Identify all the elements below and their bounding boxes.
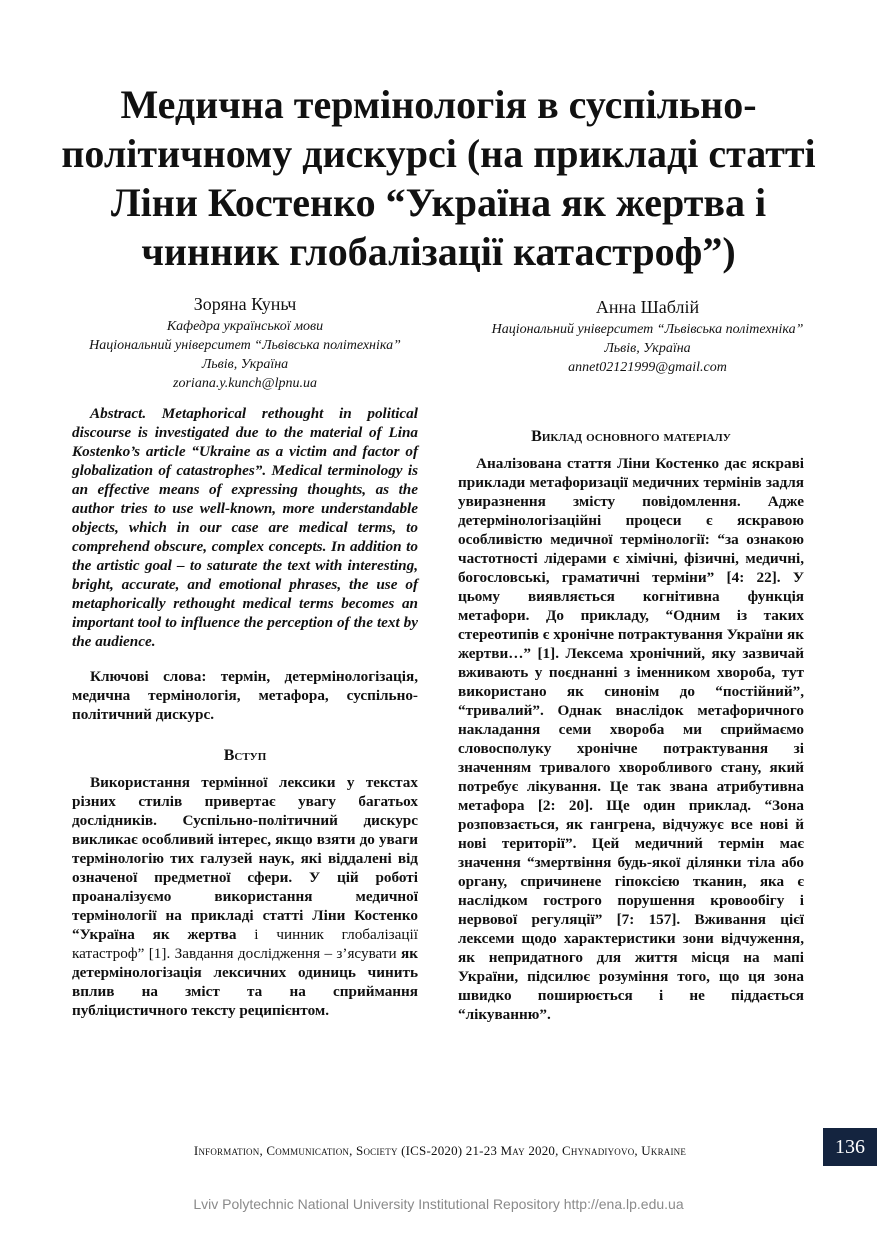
- author-1-university: Національний університет “Львівська політехніка”: [89, 338, 401, 353]
- intro-text-plain: і чинник глобалізації катастроф” [1]. Завдання дослідження – з’ясувати: [72, 926, 418, 962]
- repository-footer: Lviv Polytechnic National University Institutional Repository http://ena.lp.edu.ua: [193, 1196, 684, 1212]
- author-1-email: zoriana.y.kunch@lpnu.ua: [173, 376, 317, 391]
- intro-text-bold: Використання термінної лексики у текстах різних стилів привертає увагу багатьох дослідників. Суспільно-політичний дискурс викликає особливий інтерес, якщо взяти до уваги термінологію тих галузей наук, які віддалені від означеної предметної сфери. У цій роботі проаналізуємо використання медичної термінології на прикладі статті Ліни Костенко “Україна як жертва: [72, 774, 418, 943]
- main-heading: Виклад основного матеріалу: [531, 428, 731, 445]
- paper-title: Медична термінологія в суспільно-політичному дискурсі (на прикладі статті Ліни Костенко “Україна як жертва і чинник глобалізації катастроф”): [61, 82, 816, 274]
- author-2: [465, 296, 830, 377]
- abstract: Abstract. Metaphorical rethought in political discourse is investigated due to the material of Lina Kostenko’s article “Ukraine as a victim and factor of globalization of catastrophes”. Medical terminology is an effective means of expressing thoughts, as the author tries to use well-known, more understandable objects, which in our case are medical terms, to comprehend obscure, complex concepts. In addition to the artistic goal – to saturate the text with interesting, bright, accurate, and emotional phrases, the use of metaphorically rethought medical terms becomes an important tool to influence the perception of the text by the audience.: [72, 405, 418, 650]
- page-number-badge: 136: [823, 1128, 877, 1166]
- author-2-email: annet02121999@gmail.com: [568, 360, 727, 375]
- left-column: [72, 404, 418, 1020]
- author-2-name: Анна Шаблій: [595, 297, 700, 317]
- main-paragraph: Аналізована стаття Ліни Костенко дає яскраві приклади метафоризації медичних термінів задля увиразнення змісту повідомлення. Адже детермінологізаційні процеси є яскравою особливістю медичної термінології: “за ознакою частотності лідерами є хімічні, фізичні, медичні, богословські, граматичні терміни” [4: 22]. У цьому виявляється когнітивна функція метафори. До прикладу, “Одним із таких стереотипів є хронічне потрактування України як жертви…” [1]. Лексема хронічний, яку зазвичай вживають у поєднанні з іменником хвороба, тут використано як синонім до “постійний”, “тривалий”. Однак внаслідок метафоричного накладання семи хвороба ми сприймаємо словосполуку хронічне потрактування зі значенням тривалого хворобливого стану, який потребує лікування. Це так звана атрибутивна метафора [2: 20]. Ще один приклад. “Зона розповзається, як гангрена, відчужує все нові й нові території”. Цей медичний термін має значення “змертвіння будь-якої ділянки тіла або органу, спричинене гіпоксією тканин, яка є наслідком гострого порушення кровообігу і нервової регуляції” [7: 157]. Вживання цієї лексеми щодо характеристики зони відчуження, як непридатного для життя місця на мапі України, підсилює розуміння того, що ця зона швидко поширюється і не піддається “лікуванню”.: [458, 455, 804, 1023]
- keywords: Ключові слова: термін, детермінологізація, медична термінологія, метафора, суспільно-політичний дискурс.: [72, 668, 418, 723]
- intro-paragraph: [72, 773, 418, 1020]
- author-1-city: Львів, Україна: [201, 357, 289, 372]
- intro-text-bold-end: як детермінологізація лексичних одиниць чинить вплив на зміст та на сприймання публіцистичного тексту реципієнтом.: [72, 945, 418, 1019]
- author-1-department: Кафедра української мови: [166, 319, 324, 334]
- author-1-name: Зоряна Куньч: [193, 294, 297, 314]
- author-2-city: Львів, Україна: [604, 341, 691, 356]
- author-2-university: Національний університет “Львівська політехніка”: [491, 322, 804, 337]
- conference-footer: Information, Communication, Society (ICS-2020) 21-23 May 2020, Chynadiyovo, Ukraine: [193, 1143, 687, 1158]
- intro-heading: Вступ: [223, 747, 267, 764]
- author-1: [55, 293, 435, 393]
- right-column: [458, 427, 804, 1024]
